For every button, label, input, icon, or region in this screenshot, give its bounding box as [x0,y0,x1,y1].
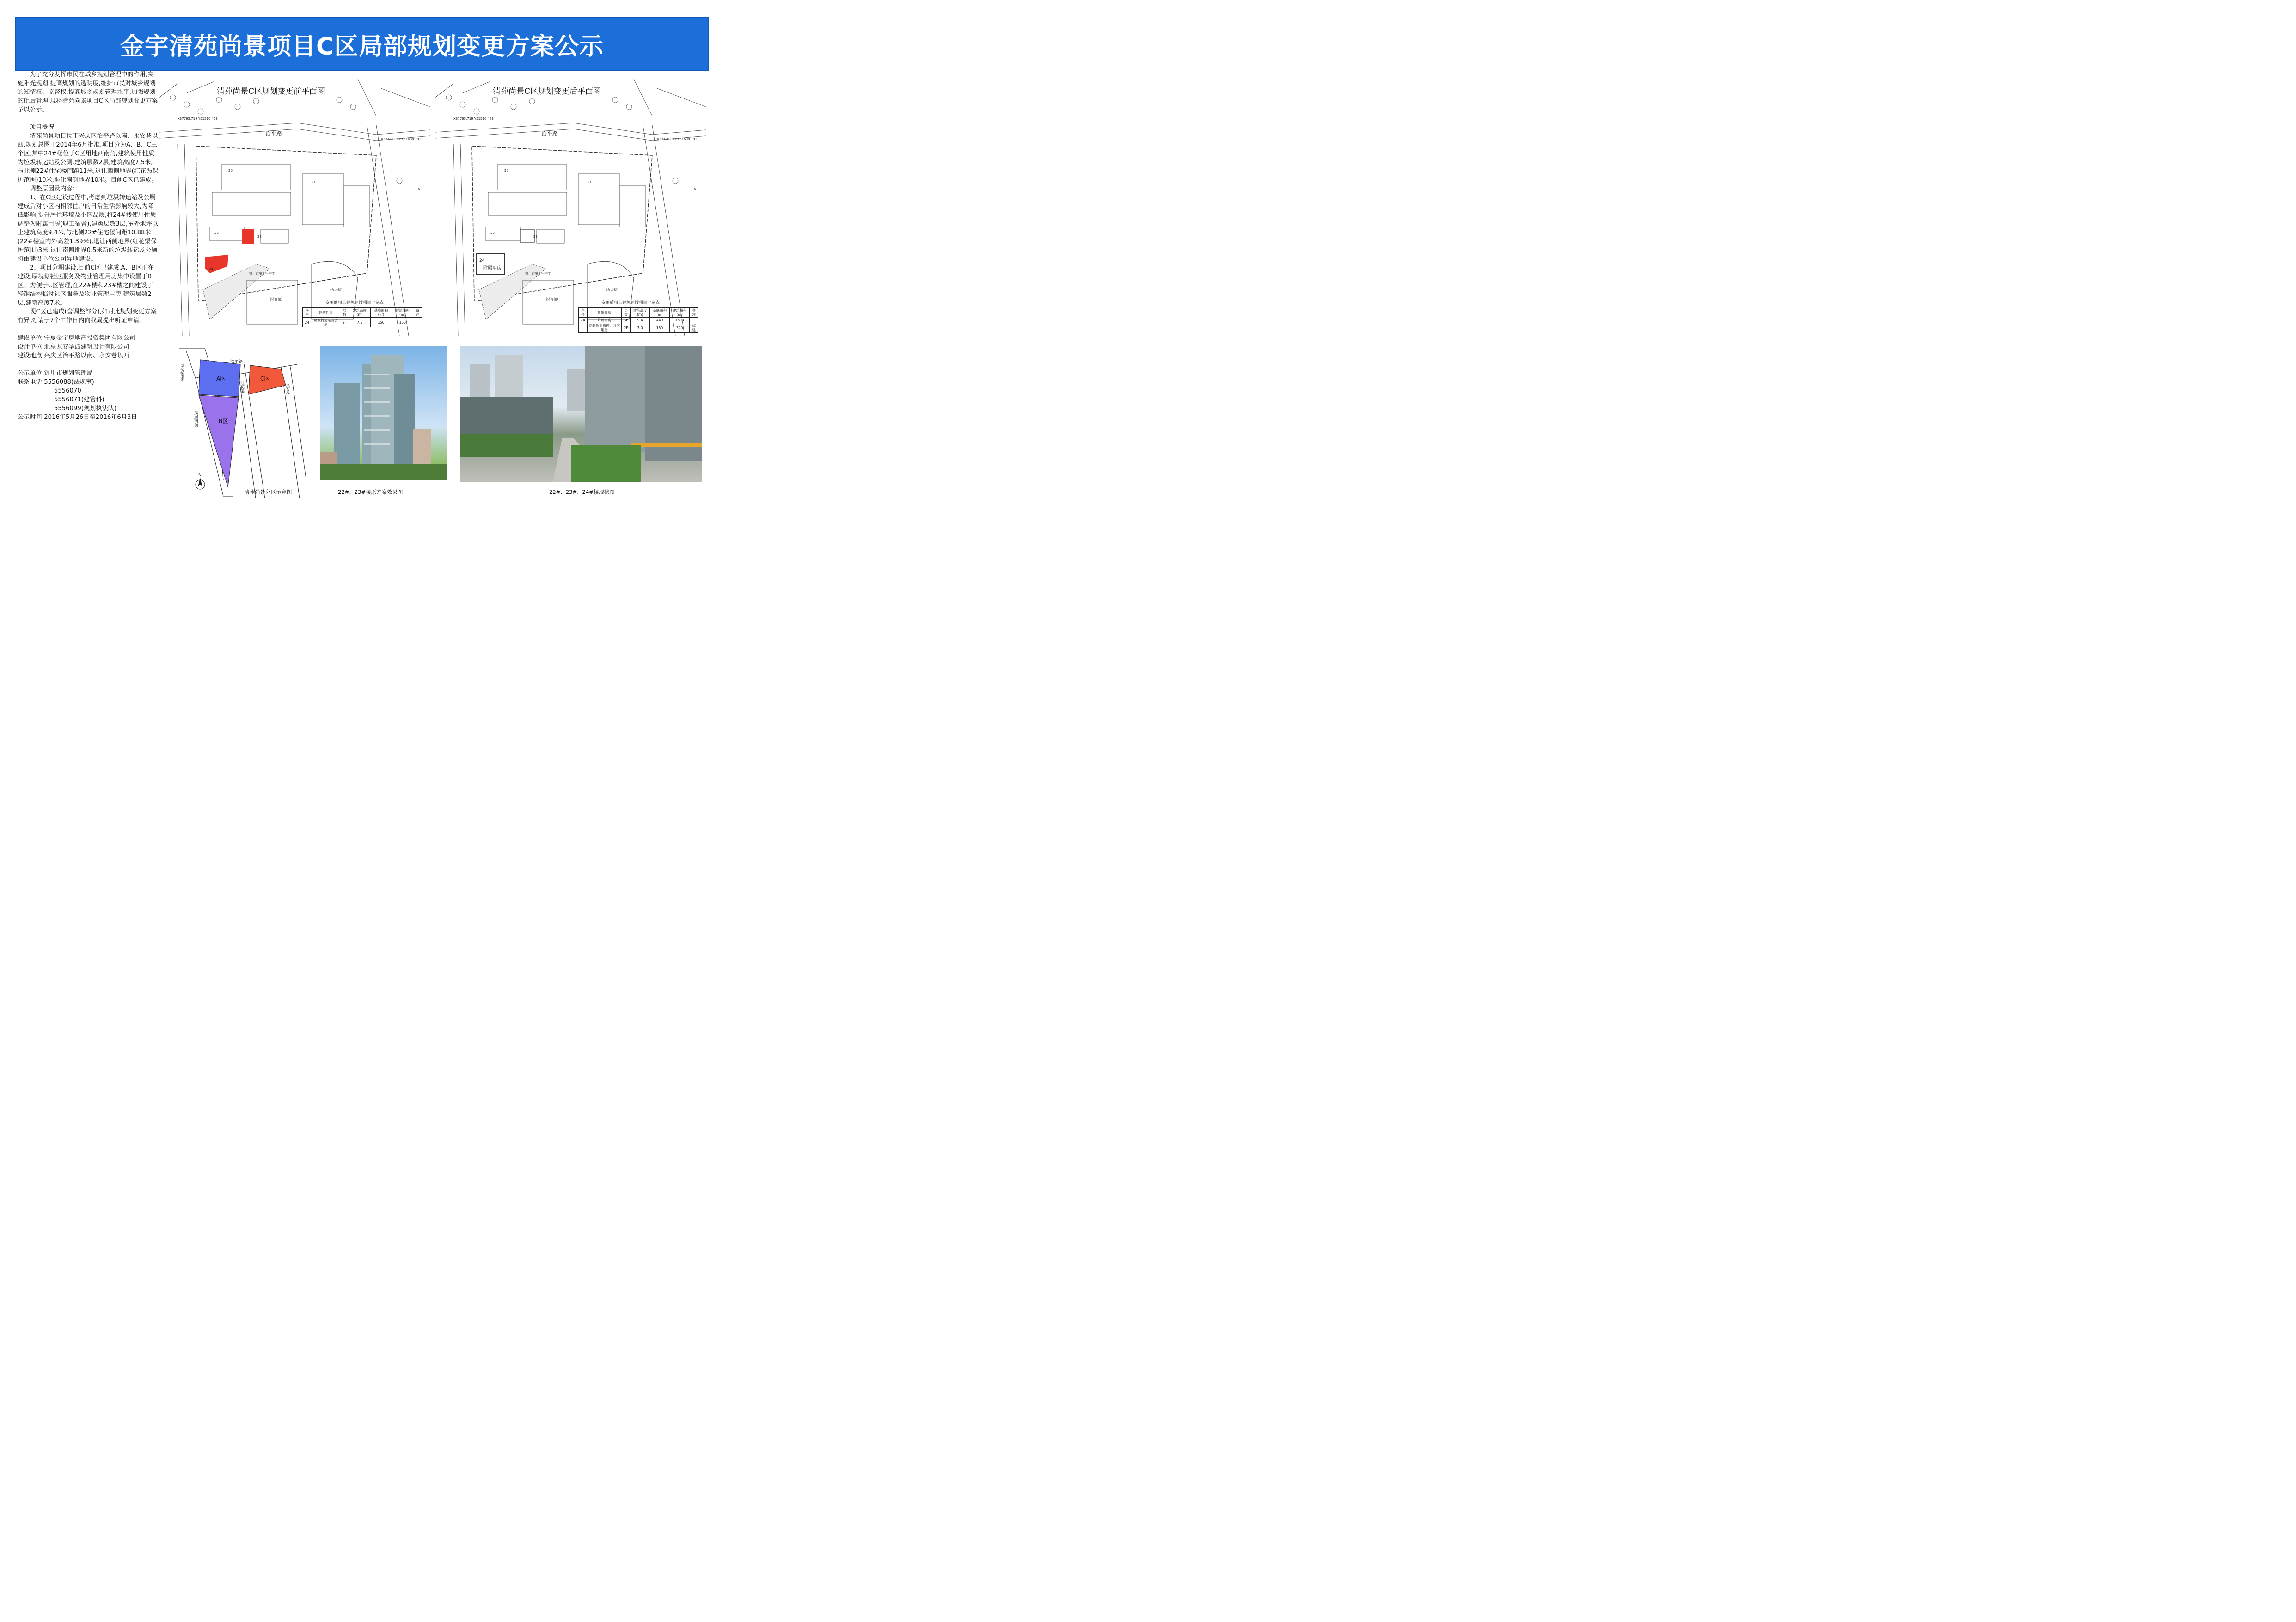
table-cell: 440 [650,318,670,323]
adjust-item-1: 1、在C区建设过程中,考虑到垃圾转运站及公厕建成后对小区内相邻住户的日常生活影响较大,为降低影响,提升居住环境及小区品质,将24#楼使用性质调整为附属用房(职工宿舍),建筑层数3层,室外地坪以上建筑高度9.4米,与北侧22#住宅楼间距10.88米(22#楼室内外高差1.39米),退让西侧地界(红花渠保护范围)3米,退让南侧地界0.5米新的垃圾转运及公厕将由建设单位公司异地建设。 [18,194,158,263]
builder-line: 建设单位:宁夏金宇房地产投资集团有限公司 [18,335,136,342]
building-22-after: 22 [490,231,495,235]
road-north-before: 治平路 [265,130,282,137]
contact-block [18,369,159,422]
road-zhiping: 治平路 [230,360,243,364]
table-cell [413,318,422,327]
current-photo [460,346,702,482]
caption-render: 22#、23#楼原方案效果图 [338,489,403,495]
plan-after [435,79,705,336]
table-cell: 9.4 [630,318,649,323]
plan-after-table-title: 变更后相关建筑建设项目一览表 [601,301,660,305]
office-before: (办公楼) [330,288,343,292]
table-cell: 7.0 [630,323,649,333]
header-cell: 序号 [579,308,588,318]
school-after: 银川市第十一中学 [525,272,551,276]
header-cell: 建筑面积(㎡) [669,308,690,318]
table-cell: 临建 [690,323,698,333]
office-after: (办公楼) [606,288,618,292]
rendering-image [320,346,447,480]
page-title: 金宇清苑尚景项目C区局部规划变更方案公示 [120,33,604,61]
building-23-after: 23 [533,235,538,239]
zone-a-label: A区 [216,375,226,382]
building-22-before: 22 [214,231,219,235]
zone-b-label: B区 [219,418,228,424]
plan-before-table-title: 变更前相关建筑建设项目一览表 [325,301,384,305]
road-fenghuang: 凤凰南街 [193,411,198,427]
objection-paragraph: 现C区已建成(含调整部分),如对此规划变更方案有异议,请于7个工作日内向我局提出听证申请。 [18,308,157,324]
table-cell [690,318,698,323]
header-cell: 层数 [622,308,631,318]
north-arrow-before: N [418,187,421,191]
plan-before [159,79,429,336]
overview-heading: 项目概况: [30,124,56,131]
table-cell: 24 [579,318,588,323]
road-yongan: 永安巷 [285,383,289,395]
table-cell: 150 [650,323,670,333]
header-cell: 序号 [303,308,312,318]
title-banner [15,17,709,71]
table-row [579,323,698,333]
header-cell: 基底面积(㎡) [370,308,392,318]
table-cell: 150 [370,318,392,327]
header-cell: 备注 [690,308,698,318]
table-row [303,318,422,327]
road-honghua: 红花渠 [239,381,244,393]
building-20-before: 20 [228,169,233,172]
table-cell: 附属用房 [587,318,621,323]
header-cell: 建筑性质 [587,308,621,318]
designer-line: 设计单位:北京龙安华诚建筑设计有限公司 [18,344,129,350]
road-north-after: 治平路 [541,130,558,137]
building-23-before: 23 [257,235,262,239]
gym-after: (体育馆) [546,297,558,301]
table-cell: 临时物业管理、社区用房 [587,323,621,333]
site-line: 建设地点:兴庆区治平路以南、永安巷以西 [18,352,129,359]
plan-after-title: 清苑尚景C区规划变更后平面图 [493,87,601,96]
plan-before-title: 清苑尚景C区规划变更前平面图 [217,87,325,96]
table-header-row [303,308,422,318]
period-line: 公示时间:2016年5月26日至2016年6月3日 [18,414,137,421]
fushu-label: 附属用房 [483,266,502,271]
table-cell: 2F [622,323,631,333]
north-arrow-after: N [694,187,697,191]
plan-after-drawing [435,79,706,337]
table-cell: 1300 [669,318,690,323]
zone-c-label: C区 [260,375,270,382]
plan-before-table [302,307,422,327]
caption-photo: 22#、23#、24#楼现状图 [549,489,615,495]
road-minzu: 民族南街 [179,364,184,381]
phone-1: 5556088(法规室) [44,379,94,386]
building-24-before: 24 [209,267,213,271]
phone-2: 5556070 [54,387,81,394]
coord-before-2: X37738.012 Y51688.191 [381,137,422,141]
table-cell: 300 [669,323,690,333]
gym-before: (体育馆) [270,297,282,301]
caption-zones: 清苑尚景分区示意图 [244,489,292,495]
zone-diagram [177,346,306,498]
table-cell: 150 [392,318,413,327]
plan-after-table [578,307,698,333]
adjust-item-2: 2、项目分期建设,目前C区已建成,A、B区正在建设,原规划社区服务及物业管理用房集中设置于B区。为便于C区管理,在22#楼和23#楼之间建设了轻钢结构临时社区服务及物业管理用房,建筑层数2层,建筑高度7米。 [18,264,154,307]
phone-4: 5556099(规划执法队) [54,405,116,412]
table-row [579,318,698,323]
zone-north-arrow: N [198,473,202,478]
intro-paragraph: 为了充分发挥市民在城乡规划管理中的作用,实施阳光规划,提高规划的透明度,维护市民对城乡规划的知情权、监督权,提高城乡规划管理水平,加强规划的批后管理,现将清苑尚景项目C区局部规划变更方案予以公示。 [18,71,158,113]
publisher-line: 公示单位:银川市规划管理局 [18,370,93,377]
plan-before-drawing [159,79,430,337]
building-21-after: 21 [588,180,592,184]
table-cell: 2F [340,318,349,327]
overview-paragraph: 清苑尚景项目位于兴庆区治平路以南、永安巷以西,规划总图于2014年6月批准,项目分为A、B、C三个区,其中24#楼位于C区用地西南角,建筑使用性质为垃圾转运站及公厕,建筑层数2层,建筑高度7.5米,与北侧22#住宅楼间距11米,退让西侧地界(红花渠保护范围)10米,退让南侧地界10米。目前C区已建成。 [18,133,159,184]
header-cell: 备注 [413,308,422,318]
notice-text [18,70,159,422]
table-cell [579,323,588,333]
header-cell: 建筑面积(㎡) [392,308,413,318]
school-before: 银川市第十一中学 [249,272,275,276]
coord-after-2: X37738.012 Y51688.191 [657,137,698,141]
table-header-row [579,308,698,318]
building-21-before: 21 [312,180,316,184]
header-cell: 层数 [340,308,349,318]
coord-before-1: X37765.719 Y51510.463 [178,117,218,121]
header-cell: 建筑性质 [312,308,340,318]
adjust-heading: 调整原因及内容: [30,185,75,192]
building-24-after: 24 [479,258,485,263]
header-cell: 建筑高度(m) [349,308,370,318]
table-cell: 垃圾转运站及公厕 [312,318,340,327]
phone-3: 5556071(建管科) [54,396,104,403]
table-cell: 3F [622,318,631,323]
building-20-after: 20 [504,169,508,172]
header-cell: 建筑高度(m) [630,308,649,318]
phone-label: 联系电话: [18,379,44,386]
coord-after-1: X37765.719 Y51510.463 [453,117,494,121]
table-cell: 24 [303,318,312,327]
header-cell: 基底面积(㎡) [650,308,670,318]
table-cell: 7.5 [349,318,370,327]
